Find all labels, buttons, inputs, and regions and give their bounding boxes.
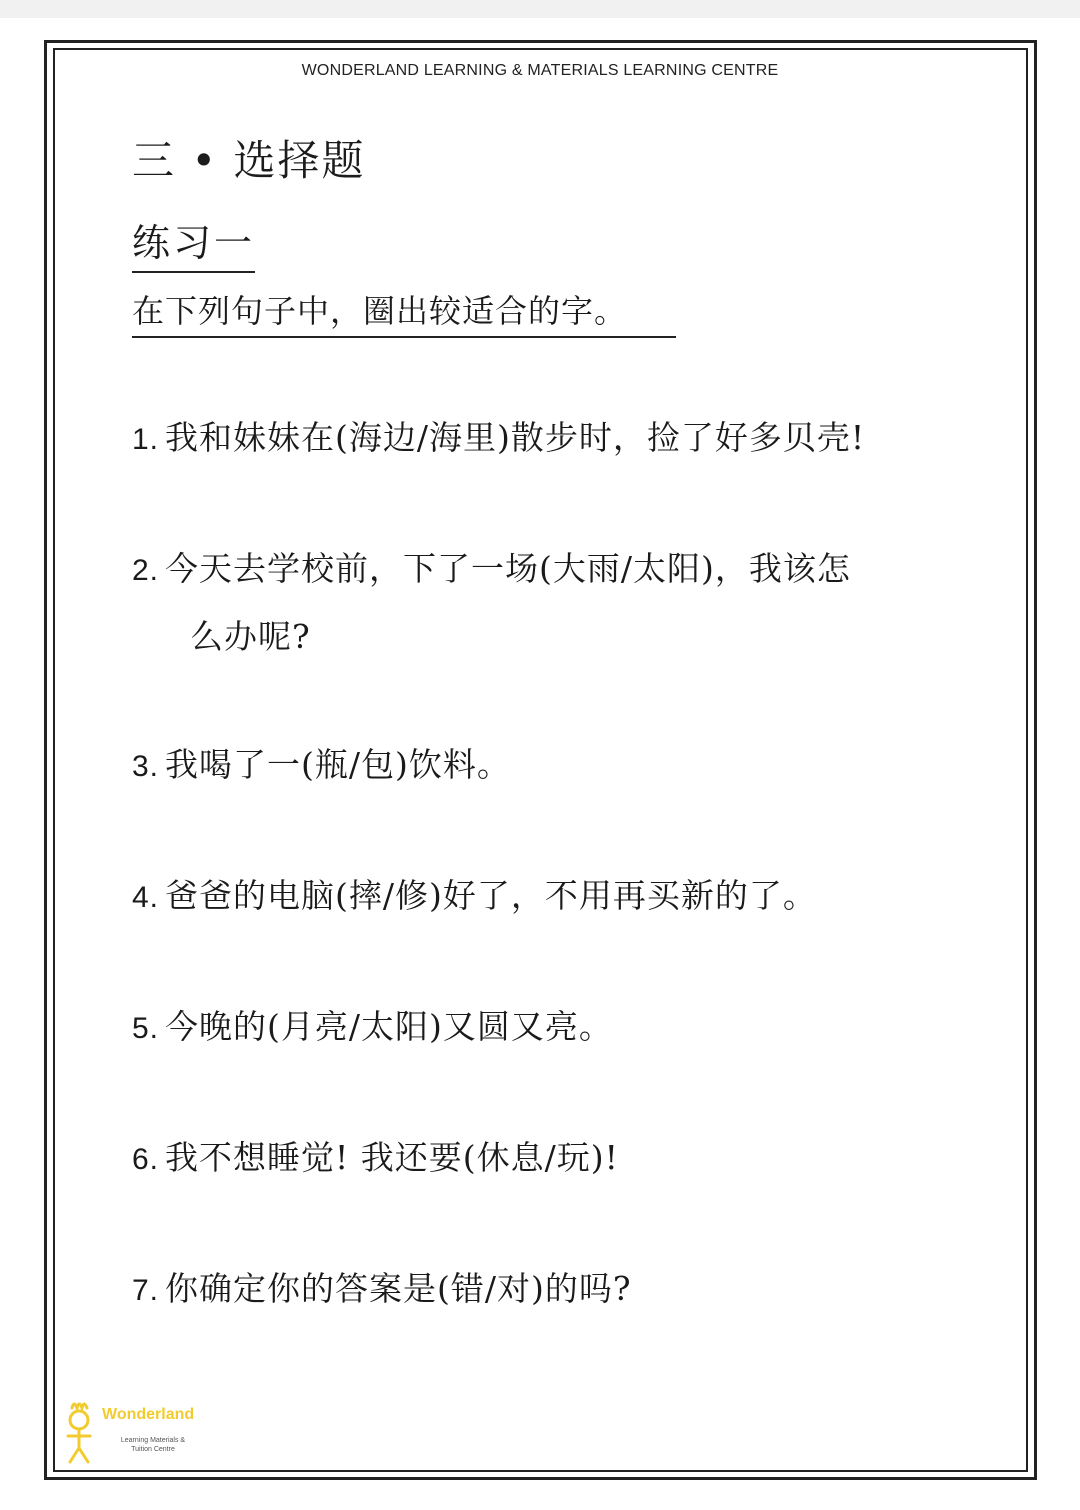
logo-subtitle-line: Tuition Centre	[131, 1446, 175, 1453]
logo-subtitle	[108, 1436, 198, 1454]
logo-wordmark: Wonderland	[102, 1406, 195, 1423]
centre-header: WONDERLAND LEARNING & MATERIALS LEARNING CENTRE	[301, 62, 779, 79]
question-number: 7.	[132, 1274, 160, 1307]
question-number: 5.	[132, 1012, 160, 1045]
question-text: 你确定你的答案是(错/对)的吗?	[165, 1269, 632, 1308]
question-item	[132, 405, 932, 473]
question-text: 今天去学校前，下了一场(大雨/太阳)，我该怎	[165, 549, 851, 588]
question-number: 3.	[132, 750, 160, 783]
question-text: 我和妹妹在(海边/海里)散步时，捡了好多贝壳!	[165, 418, 866, 457]
question-text: 我喝了一(瓶/包)饮料。	[165, 745, 511, 784]
question-text: 爸爸的电脑(摔/修)好了，不用再买新的了。	[165, 876, 817, 915]
screen-top-band	[0, 0, 1080, 18]
question-item	[132, 1125, 932, 1193]
mascot-icon	[60, 1398, 100, 1468]
question-text: 今晚的(月亮/太阳)又圆又亮。	[165, 1007, 613, 1046]
question-item	[132, 994, 932, 1062]
question-text: 我不想睡觉! 我还要(休息/玩)!	[165, 1138, 619, 1177]
question-item	[132, 863, 932, 931]
section-title: 三 • 选择题	[132, 136, 366, 185]
question-number: 2.	[132, 554, 160, 587]
logo-subtitle-line: Learning Materials &	[120, 1437, 186, 1444]
question-item	[132, 1256, 932, 1324]
question-text-continuation: 么办呢?	[190, 617, 311, 656]
wonderland-logo	[60, 1398, 230, 1468]
question-number: 6.	[132, 1143, 160, 1176]
exercise-instruction: 在下列句子中，圈出较适合的字。	[132, 286, 676, 338]
question-item	[132, 536, 932, 670]
exercise-title: 练习一	[132, 212, 255, 273]
question-number: 4.	[132, 881, 160, 914]
question-number: 1.	[132, 423, 160, 456]
question-item	[132, 732, 932, 800]
